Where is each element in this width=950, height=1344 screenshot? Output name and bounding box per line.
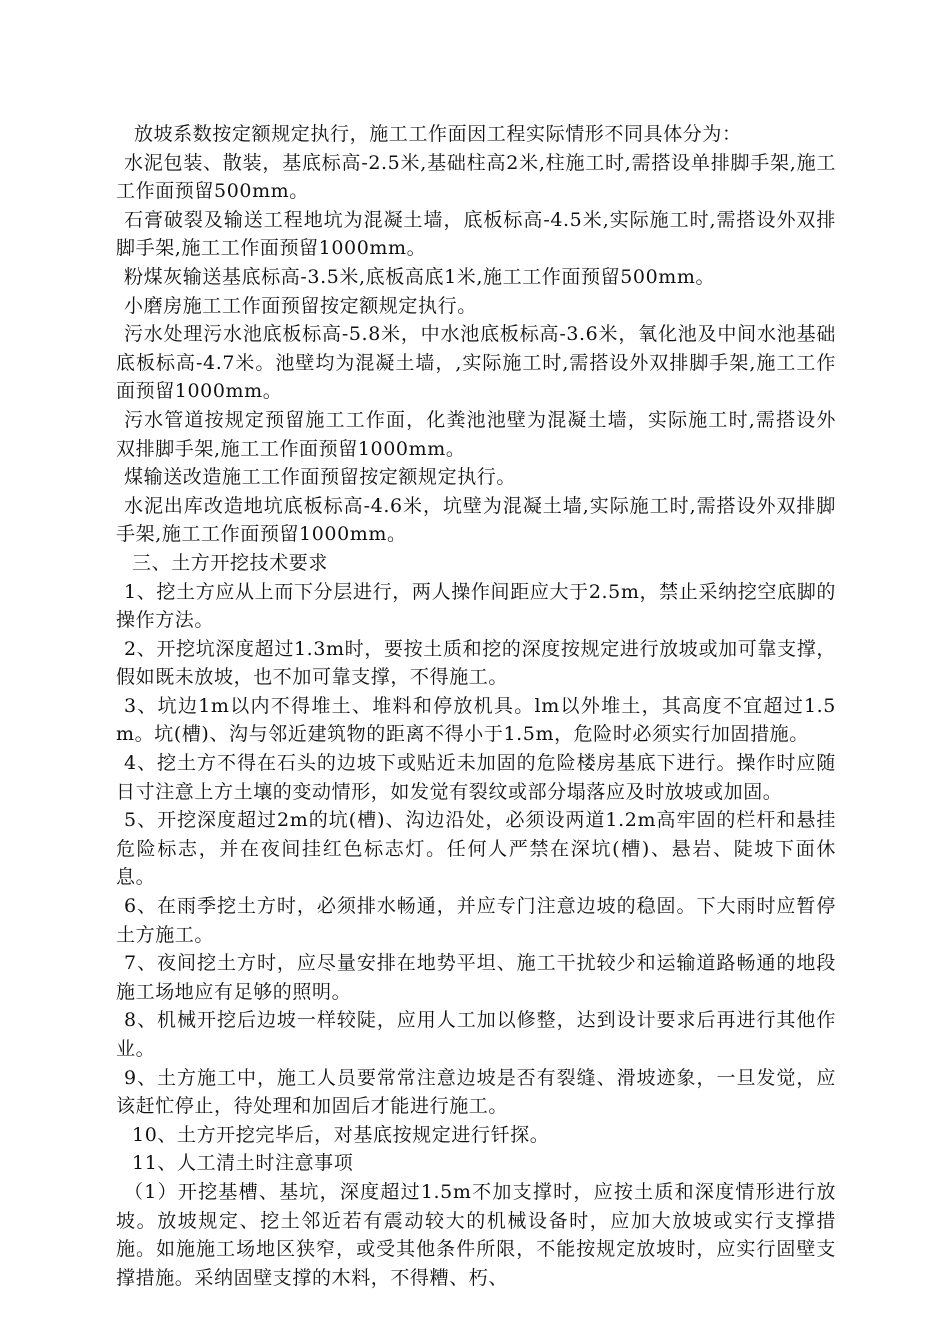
paragraph-sewage-pipe: 污水管道按规定预留施工工作面，化粪池池壁为混凝土墙，实际施工时,需搭设外双排脚手架,施工工作面预留1000mm。	[116, 408, 836, 460]
list-item-6: 6、在雨季挖土方时，必须排水畅通，并应专门注意边坡的稳固。下大雨时应暂停土方施工。	[116, 895, 836, 946]
paragraph-cement-packing: 水泥包装、散装，基底标高-2.5米,基础柱高2米,柱施工时,需搭设单排脚手架,施工工作面预留500mm。	[116, 151, 836, 203]
list-item-9: 9、土方施工中，施工人员要常常注意边坡是否有裂缝、滑坡迹象，一旦发觉，应该赶忙停止，待处理和加固后才能进行施工。	[116, 1066, 836, 1118]
list-item-5: 5、开挖深度超过2m的坑(槽)、沟边沿处，必须设两道1.2m高牢固的栏杆和悬挂危险标志，并在夜间挂红色标志灯。任何人严禁在深坑(槽)、悬岩、陡坡下面休息。	[116, 809, 836, 889]
paragraph-sewage-treatment: 污水处理污水池底板标高-5.8米，中水池底板标高-3.6米，氧化池及中间水池基础底板标高-4.7米。池壁均为混凝土墙，,实际施工时,需搭设外双排脚手架,施工工作面预留1000mm。	[116, 323, 836, 403]
list-item-4: 4、挖土方不得在石头的边坡下或贴近未加固的危险楼房基底下进行。操作时应随日寸注意上方土壤的变动情形，如发觉有裂纹或部分塌落应及时放坡或加固。	[116, 752, 836, 803]
section-heading-excavation: 三、土方开挖技术要求	[132, 551, 329, 574]
list-item-10: 10、土方开挖完毕后，对基底按规定进行钎探。	[132, 1123, 550, 1146]
list-item-3: 3、坑边1m以内不得堆土、堆料和停放机具。lm以外堆土，其高度不宜超过1.5m。坑(槽)、沟与邻近建筑物的距离不得小于1.5m，危险时必须实行加固措施。	[116, 694, 836, 746]
sub-item-1: （1）开挖基槽、基坑，深度超过1.5m不加支撑时，应按土质和深度情形进行放坡。放坡规定、挖土邻近若有震动较大的机械设备时，应加大放坡或实行支撑措施。如施施工场地区狭窄，或受其他条件所限，不能按规定放坡时，应实行固壁支撑措施。采纳固壁支撑的木料，不得糟、朽、	[116, 1180, 836, 1289]
list-item-2: 2、开挖坑深度超过1.3m时，要按土质和挖的深度按规定进行放坡或加可靠支撑，假如既未放坡，也不加可靠支撑，不得施工。	[116, 637, 836, 689]
list-item-11: 11、人工清土时注意事项	[132, 1152, 354, 1175]
document-body	[116, 120, 836, 1292]
paragraph-gypsum-crushing: 石膏破裂及输送工程地坑为混凝土墙，底板标高-4.5米,实际施工时,需搭设外双排脚手架,施工工作面预留1000mm。	[116, 208, 836, 260]
paragraph-small-mill-room: 小磨房施工工作面预留按定额规定执行。	[124, 294, 477, 317]
list-item-8: 8、机械开挖后边坡一样较陡，应用人工加以修整，达到设计要求后再进行其他作业。	[116, 1009, 836, 1060]
paragraph-slope-coefficient: 放坡系数按定额规定执行，施工工作面因工程实际情形不同具体分为：	[134, 123, 742, 145]
paragraph-cement-outbound: 水泥出库改造地坑底板标高-4.6米，坑壁为混凝土墙,实际施工时,需搭设外双排脚手架,施工工作面预留1000mm。	[116, 494, 836, 546]
paragraph-fly-ash: 粉煤灰输送基底标高-3.5米,底板高底1米,施工工作面预留500mm。	[124, 265, 716, 288]
paragraph-coal-conveying: 煤输送改造施工工作面预留按定额规定执行。	[124, 466, 517, 489]
list-item-7: 7、夜间挖土方时，应尽量安排在地势平坦、施工干扰较少和运输道路畅通的地段施工场地应有足够的照明。	[116, 952, 836, 1003]
list-item-1: 1、挖土方应从上而下分层进行，两人操作间距应大于2.5m，禁止采纳挖空底脚的操作方法。	[116, 580, 836, 632]
